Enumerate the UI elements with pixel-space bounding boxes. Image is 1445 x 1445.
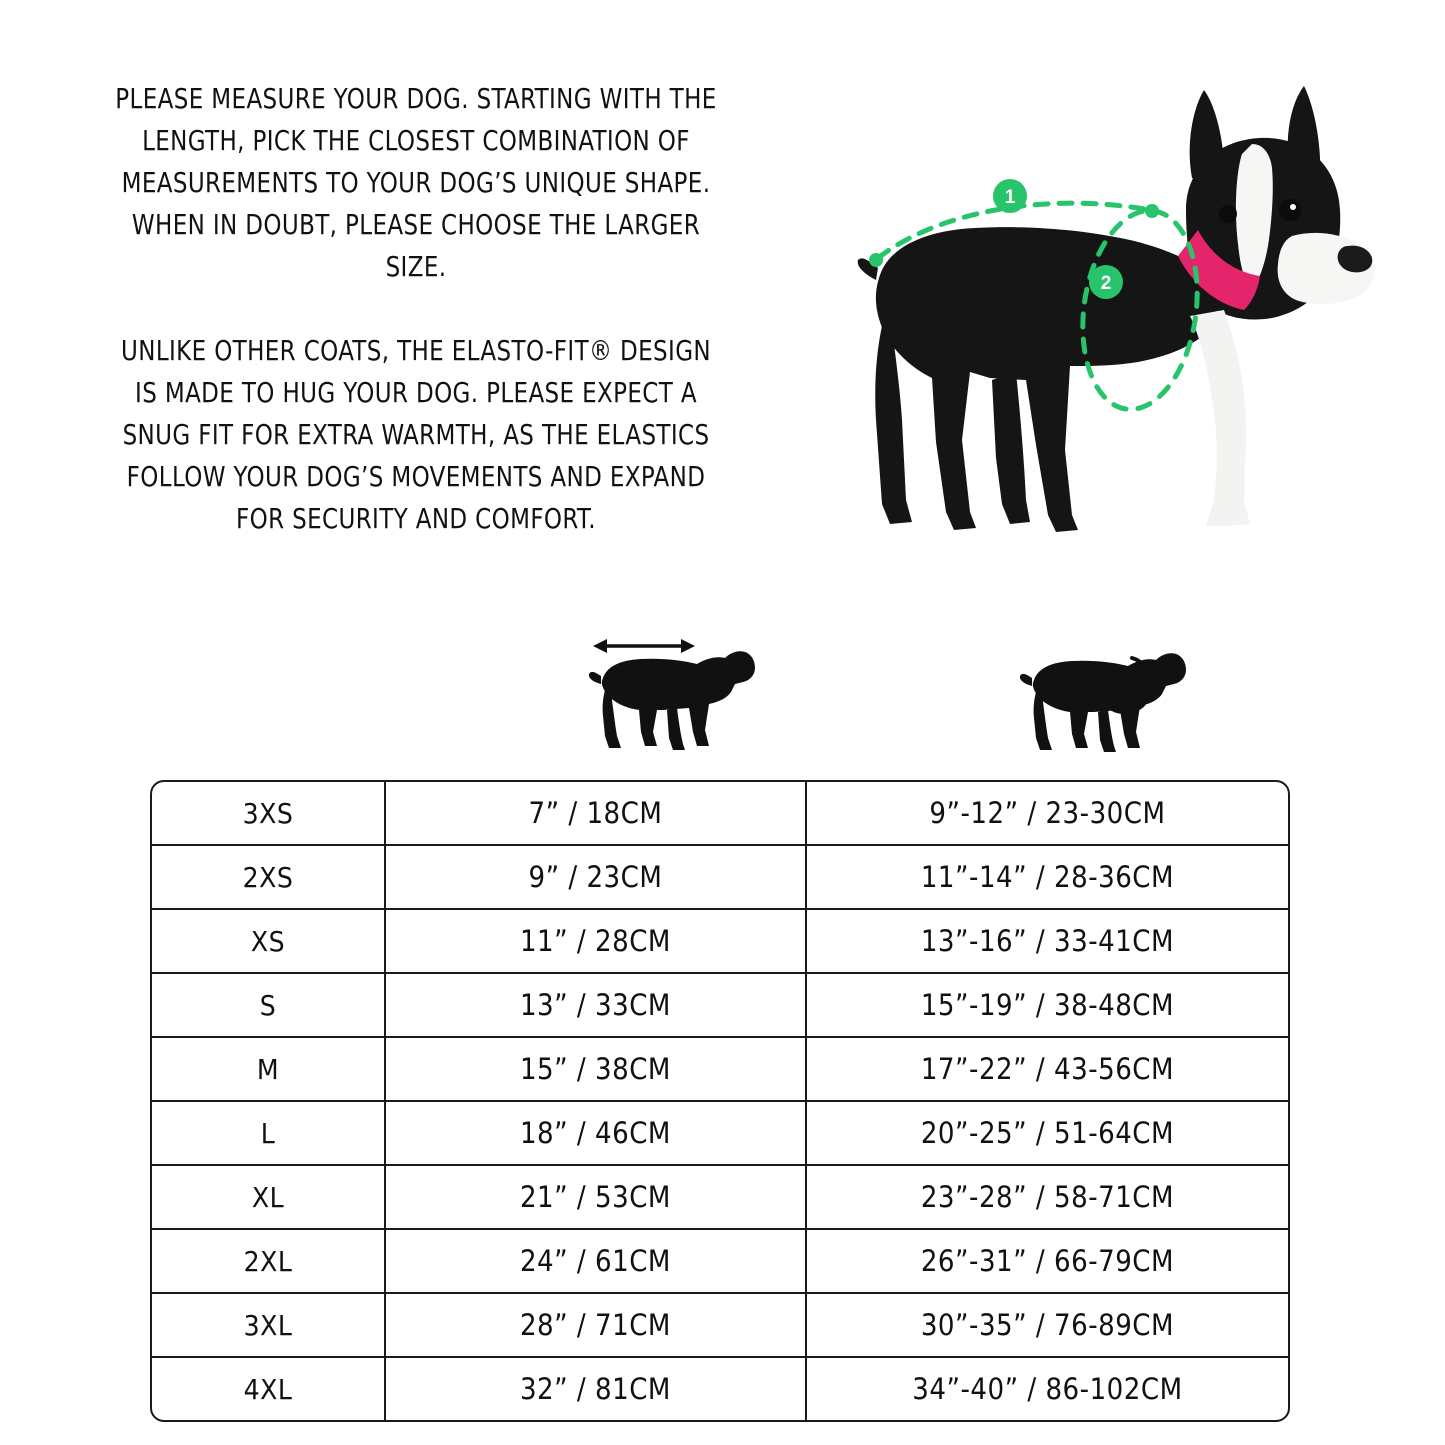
cell-length: 13” / 33CM [385,973,806,1037]
girth-icon-cell [910,630,1330,760]
cell-size: 3XS [152,782,385,845]
cell-size: 2XS [152,845,385,909]
table-row [152,909,1288,973]
table-row [152,1037,1288,1101]
cell-length: 24” / 61CM [385,1229,806,1293]
table-row [152,1357,1288,1420]
cell-girth: 17”-22” / 43-56CM [806,1037,1288,1101]
cell-girth: 15”-19” / 38-48CM [806,973,1288,1037]
cell-girth: 23”-28” / 58-71CM [806,1165,1288,1229]
table-body [152,782,1288,1420]
cell-girth: 30”-35” / 76-89CM [806,1293,1288,1357]
cell-length: 7” / 18CM [385,782,806,845]
cell-size: XL [152,1165,385,1229]
cell-length: 32” / 81CM [385,1357,806,1420]
column-icons [150,630,1290,760]
table-row [152,782,1288,845]
intro-paragraph-2: UNLIKE OTHER COATS, THE ELASTO-FIT® DESIGN IS MADE TO HUG YOUR DOG. PLEASE EXPECT A SNUG FIT FOR EXTRA WARMTH, AS THE ELASTICS FOLLOW YOUR DOG’S MOVEMENTS AND EXPAND FOR SECURITY AND COMFORT. [121,335,711,535]
cell-girth: 13”-16” / 33-41CM [806,909,1288,973]
cell-length: 15” / 38CM [385,1037,806,1101]
dog-length-icon [585,632,795,760]
cell-size: L [152,1101,385,1165]
cell-size: 2XL [152,1229,385,1293]
size-chart-table [150,780,1290,1422]
table-row [152,1229,1288,1293]
cell-size: S [152,973,385,1037]
cell-size: 3XL [152,1293,385,1357]
marker-2-label: 2 [1100,273,1112,294]
cell-size: 4XL [152,1357,385,1420]
cell-girth: 9”-12” / 23-30CM [806,782,1288,845]
intro-paragraph-1: PLEASE MEASURE YOUR DOG. STARTING WITH THE LENGTH, PICK THE CLOSEST COMBINATION OF MEASUREMENTS TO YOUR DOG’S UNIQUE SHAPE. WHEN IN DOUBT, PLEASE CHOOSE THE LARGER SIZE. [115,83,717,283]
cell-girth: 20”-25” / 51-64CM [806,1101,1288,1165]
cell-length: 9” / 23CM [385,845,806,909]
cell-girth: 11”-14” / 28-36CM [806,845,1288,909]
table-row [152,845,1288,909]
cell-length: 11” / 28CM [385,909,806,973]
cell-girth: 34”-40” / 86-102CM [912,1372,1183,1406]
marker-1-label: 1 [1004,187,1016,208]
dog-girth-icon [1020,632,1220,760]
dog-head [1159,86,1374,526]
dog-measurement-diagram [820,60,1400,580]
cell-size: M [152,1037,385,1101]
table-row [152,1293,1288,1357]
cell-size: XS [152,909,385,973]
length-icon-cell [480,630,900,760]
table-row [152,973,1288,1037]
table-row [152,1101,1288,1165]
cell-length: 18” / 46CM [385,1101,806,1165]
cell-length: 28” / 71CM [385,1293,806,1357]
cell-length: 21” / 53CM [385,1165,806,1229]
cell-girth: 26”-31” / 66-79CM [806,1229,1288,1293]
intro-copy [86,78,746,540]
table-row [152,1165,1288,1229]
